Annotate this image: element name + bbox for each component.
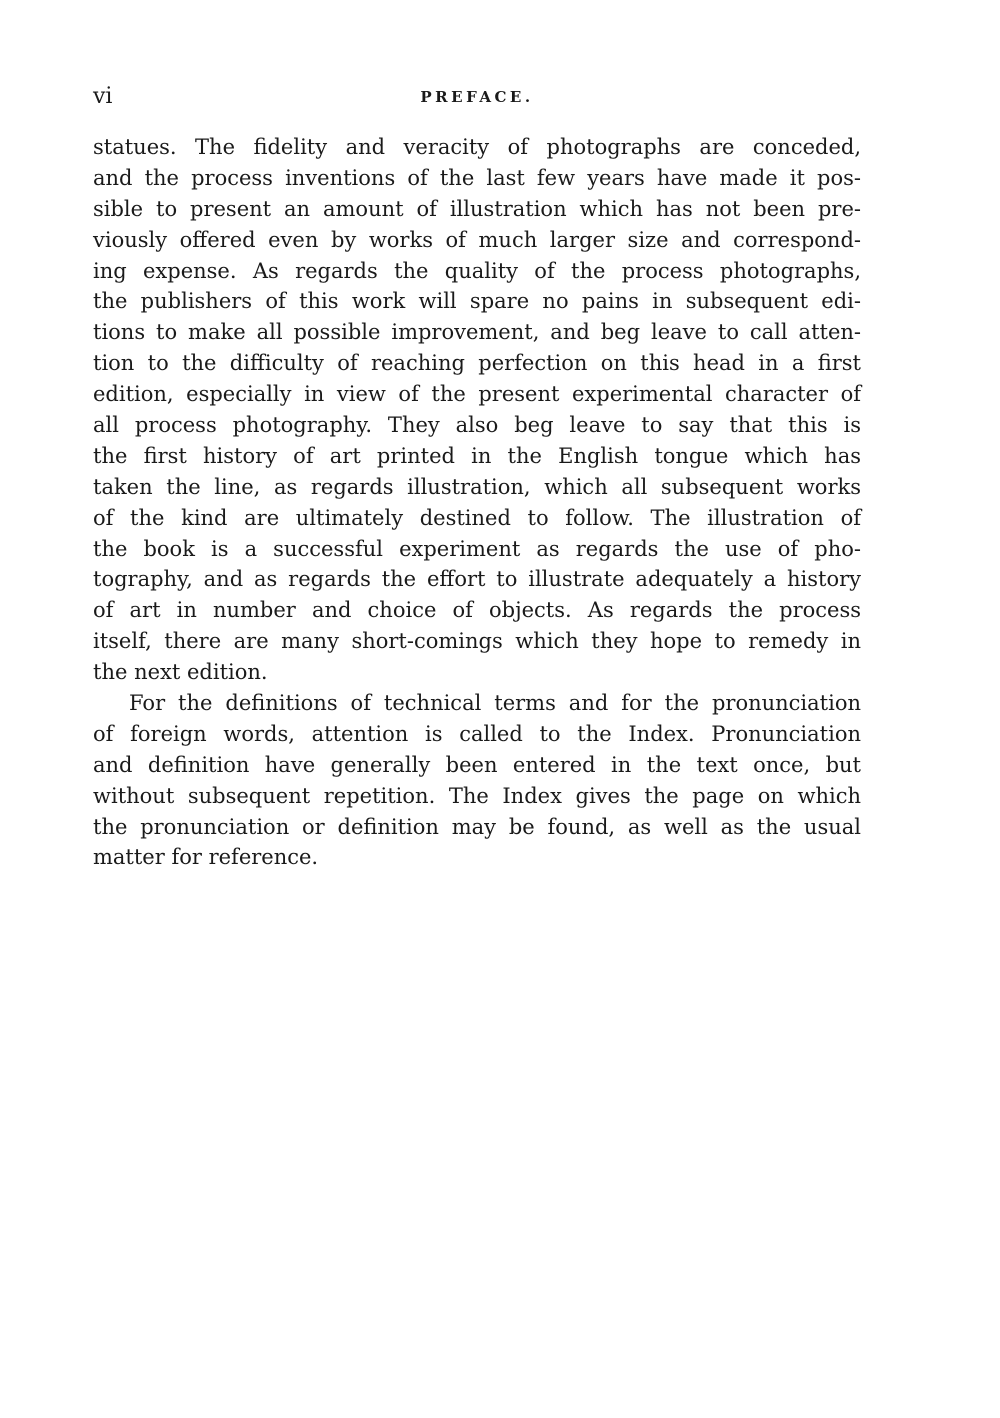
text-line: For the definitions of technical terms and for the pronunciation bbox=[129, 691, 861, 716]
text-line: edition, especially in view of the present experimental character of bbox=[93, 382, 861, 407]
text-line: itself, there are many short-comings which they hope to remedy in bbox=[93, 629, 861, 654]
text-line: without subsequent repetition. The Index gives the page on which bbox=[93, 783, 861, 808]
text-line: tography, and as regards the effort to illustrate adequately a history bbox=[93, 567, 861, 592]
paragraph-index-note bbox=[93, 688, 861, 873]
text-line: the next edition. bbox=[93, 660, 268, 685]
running-title: PREFACE. bbox=[420, 88, 534, 106]
text-line: of art in number and choice of objects. As regards the process bbox=[93, 598, 861, 623]
text-line: matter for reference. bbox=[93, 845, 319, 870]
text-line: taken the line, as regards illustration, which all subsequent works bbox=[93, 474, 861, 499]
paragraph-continued bbox=[93, 132, 861, 688]
text-line: and definition have generally been entered in the text once, but bbox=[93, 752, 861, 777]
body-text bbox=[93, 132, 861, 873]
text-line: the book is a successful experiment as regards the use of pho- bbox=[93, 536, 861, 561]
text-line: and the process inventions of the last few years have made it pos- bbox=[93, 165, 861, 190]
text-line: the pronunciation or definition may be found, as well as the usual bbox=[93, 814, 861, 839]
text-line: of the kind are ultimately destined to follow. The illustration of bbox=[93, 505, 861, 530]
text-line: the publishers of this work will spare no pains in subsequent edi- bbox=[93, 289, 861, 314]
text-line: of foreign words, attention is called to the Index. Pronunciation bbox=[93, 721, 861, 746]
text-line: all process photography. They also beg leave to say that this is bbox=[93, 413, 861, 438]
text-line: the first history of art printed in the English tongue which has bbox=[93, 443, 861, 468]
running-head bbox=[93, 84, 861, 110]
text-line: tion to the difficulty of reaching perfection on this head in a first bbox=[93, 351, 861, 376]
page-number: vi bbox=[93, 84, 113, 109]
text-line: sible to present an amount of illustration which has not been pre- bbox=[93, 196, 861, 221]
text-line: viously offered even by works of much larger size and correspond- bbox=[93, 227, 861, 252]
text-line: ing expense. As regards the quality of the process photographs, bbox=[93, 258, 861, 283]
text-line: tions to make all possible improvement, and beg leave to call atten- bbox=[93, 320, 861, 345]
text-line: statues. The fidelity and veracity of photographs are conceded, bbox=[93, 135, 861, 159]
